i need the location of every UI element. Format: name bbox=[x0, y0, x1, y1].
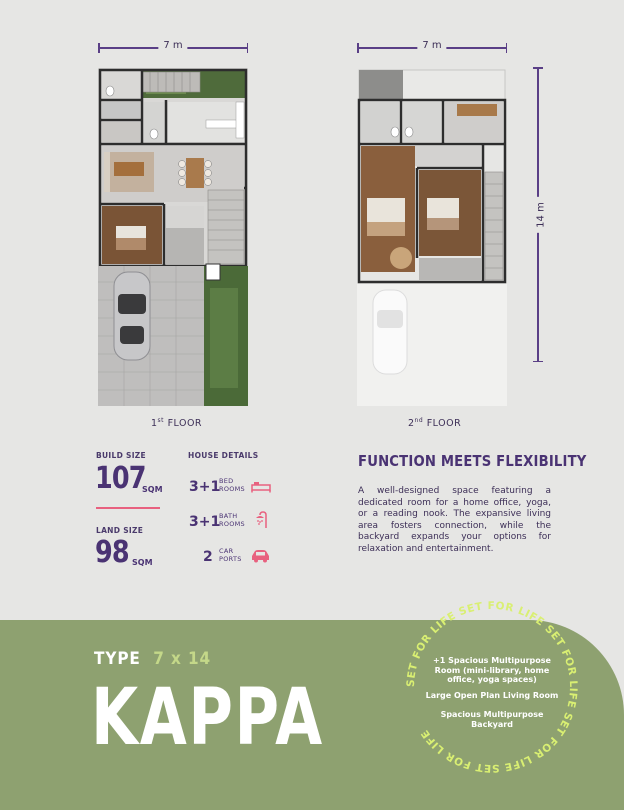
first-floor-car bbox=[114, 272, 150, 360]
set-for-life-ring bbox=[400, 595, 584, 779]
first-floor-plan-drawing bbox=[98, 68, 248, 406]
land-size-label: LAND SIZE bbox=[96, 526, 144, 535]
land-size-unit: SQM bbox=[132, 558, 153, 567]
build-size-label: BUILD SIZE bbox=[96, 451, 146, 460]
car-icon bbox=[250, 548, 271, 563]
bathrooms-count: 3+1 bbox=[189, 514, 221, 530]
first-floor-width-label: 7 m bbox=[158, 40, 187, 51]
shower-icon bbox=[253, 511, 269, 529]
first-floor-width-dimension bbox=[98, 41, 248, 53]
house-details-title: HOUSE DETAILS bbox=[188, 451, 259, 460]
second-floor-depth-label: 14 m bbox=[535, 197, 546, 233]
bathrooms-label: BATH ROOMS bbox=[219, 512, 245, 528]
second-floor-plan bbox=[357, 68, 507, 406]
second-floor-depth-dimension bbox=[531, 67, 547, 362]
carports-count: 2 bbox=[203, 549, 213, 565]
svg-text:SET FOR LIFE SET FOR LIFE SE bbox=[405, 600, 579, 774]
bed-icon bbox=[251, 480, 271, 493]
feature-item-3: Spacious Multipurpose Backyard bbox=[440, 710, 544, 729]
type-heading bbox=[94, 649, 211, 669]
feature-item-2: Large Open Plan Living Room bbox=[425, 691, 559, 700]
second-floor-plan-drawing bbox=[357, 68, 507, 406]
second-floor-label: 2nd FLOOR bbox=[408, 417, 462, 430]
first-floor-label: 1st FLOOR bbox=[151, 417, 203, 430]
land-size-value: 98 bbox=[95, 535, 129, 570]
build-size-value: 107 bbox=[95, 461, 146, 496]
headline: FUNCTION MEETS FLEXIBILITY bbox=[358, 452, 587, 470]
bedrooms-label: BED ROOMS bbox=[219, 477, 245, 493]
build-size-unit: SQM bbox=[142, 485, 163, 494]
type-prefix: TYPE bbox=[94, 649, 141, 669]
type-name: KAPPA bbox=[91, 673, 324, 763]
first-floor-plan bbox=[98, 68, 248, 406]
second-floor-width-dimension bbox=[357, 41, 507, 53]
ring-text: SET FOR LIFE SET FOR LIFE SET FOR LIFE SET FOR LIFE SET FOR LIFE bbox=[404, 599, 580, 775]
description: A well-designed space featuring a dedicated room for a home office, yoga, or a reading nook. The expansive living area fosters connection, while the backyard expands your options for relaxation and entertainment. bbox=[358, 486, 551, 554]
carports-label: CAR PORTS bbox=[219, 547, 242, 563]
second-floor-width-label: 7 m bbox=[417, 40, 446, 51]
type-size: 7 x 14 bbox=[153, 649, 212, 669]
bedrooms-count: 3+1 bbox=[189, 479, 221, 495]
feature-item-1: +1 Spacious Multipurpose Room (mini-library, home office, yoga spaces) bbox=[433, 656, 551, 684]
build-size-divider bbox=[96, 507, 160, 509]
